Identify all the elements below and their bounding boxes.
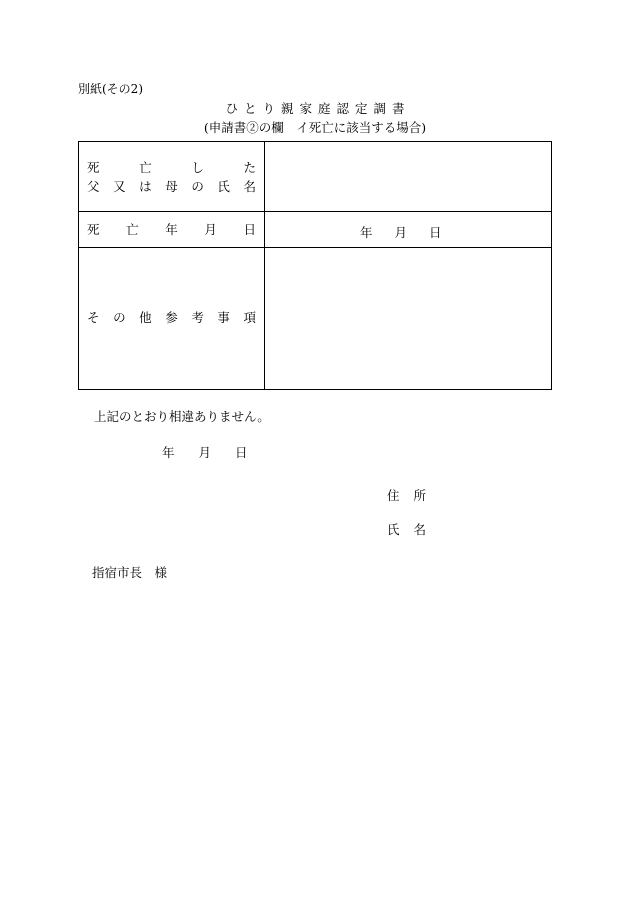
label-char: 父 — [87, 179, 100, 194]
address-label — [387, 486, 426, 504]
label-char: 母 — [165, 179, 178, 194]
label-char: 項 — [243, 310, 256, 325]
other-notes-field[interactable] — [265, 248, 551, 389]
day-label: 日 — [235, 445, 248, 460]
table-row-deceased-parent — [79, 142, 551, 212]
label-char: 亡 — [139, 160, 152, 175]
table-row-other-notes — [79, 248, 551, 389]
label-char: は — [139, 179, 152, 194]
label-char: 名 — [243, 179, 256, 194]
date-of-death-field[interactable] — [265, 212, 551, 247]
label-char: 日 — [243, 222, 256, 237]
label-char: た — [243, 160, 256, 175]
label-line — [87, 223, 256, 237]
signature-date — [162, 443, 248, 461]
label-cell-date-of-death — [79, 212, 265, 247]
label-char: 氏 — [387, 522, 400, 537]
label-char: 年 — [165, 222, 178, 237]
label-char: 考 — [191, 310, 204, 325]
form-table — [78, 141, 552, 390]
label-char: の — [191, 179, 204, 194]
label-line — [87, 311, 256, 325]
deceased-parent-name-field[interactable] — [265, 142, 551, 211]
label-char: 亡 — [126, 222, 139, 237]
label-char: 又 — [113, 179, 126, 194]
name-label — [387, 520, 426, 538]
label-line-2 — [87, 180, 256, 194]
label-char: 事 — [217, 310, 230, 325]
label-line-1 — [87, 161, 256, 175]
year-label: 年 — [162, 445, 175, 460]
addressee: 指宿市長 様 — [92, 565, 168, 580]
document-subtitle: (申請書②の欄 イ死亡に該当する場合) — [203, 120, 427, 135]
day-label: 日 — [429, 225, 442, 240]
label-char: 月 — [204, 222, 217, 237]
label-char: 死 — [87, 160, 100, 175]
label-char: 参 — [165, 310, 178, 325]
label-char: し — [191, 160, 204, 175]
month-label: 月 — [394, 225, 408, 240]
label-char: 他 — [139, 310, 152, 325]
label-char: そ — [87, 310, 100, 325]
label-cell-deceased-parent-name — [79, 142, 265, 211]
label-char: 氏 — [217, 179, 230, 194]
month-label: 月 — [198, 445, 212, 460]
certification-statement: 上記のとおり相違ありません。 — [94, 409, 270, 424]
label-cell-other-notes — [79, 248, 265, 389]
document-title: ひとり親家庭認定調書 — [225, 101, 411, 116]
label-char: の — [113, 310, 126, 325]
year-label: 年 — [360, 225, 373, 240]
label-char: 住 — [387, 488, 400, 503]
label-char: 死 — [87, 222, 100, 237]
table-row-date-of-death — [79, 212, 551, 248]
label-char: 名 — [413, 522, 427, 537]
annex-label: 別紙(その2) — [78, 82, 143, 96]
date-of-death-placeholders — [360, 223, 442, 241]
label-char: 所 — [413, 488, 427, 503]
